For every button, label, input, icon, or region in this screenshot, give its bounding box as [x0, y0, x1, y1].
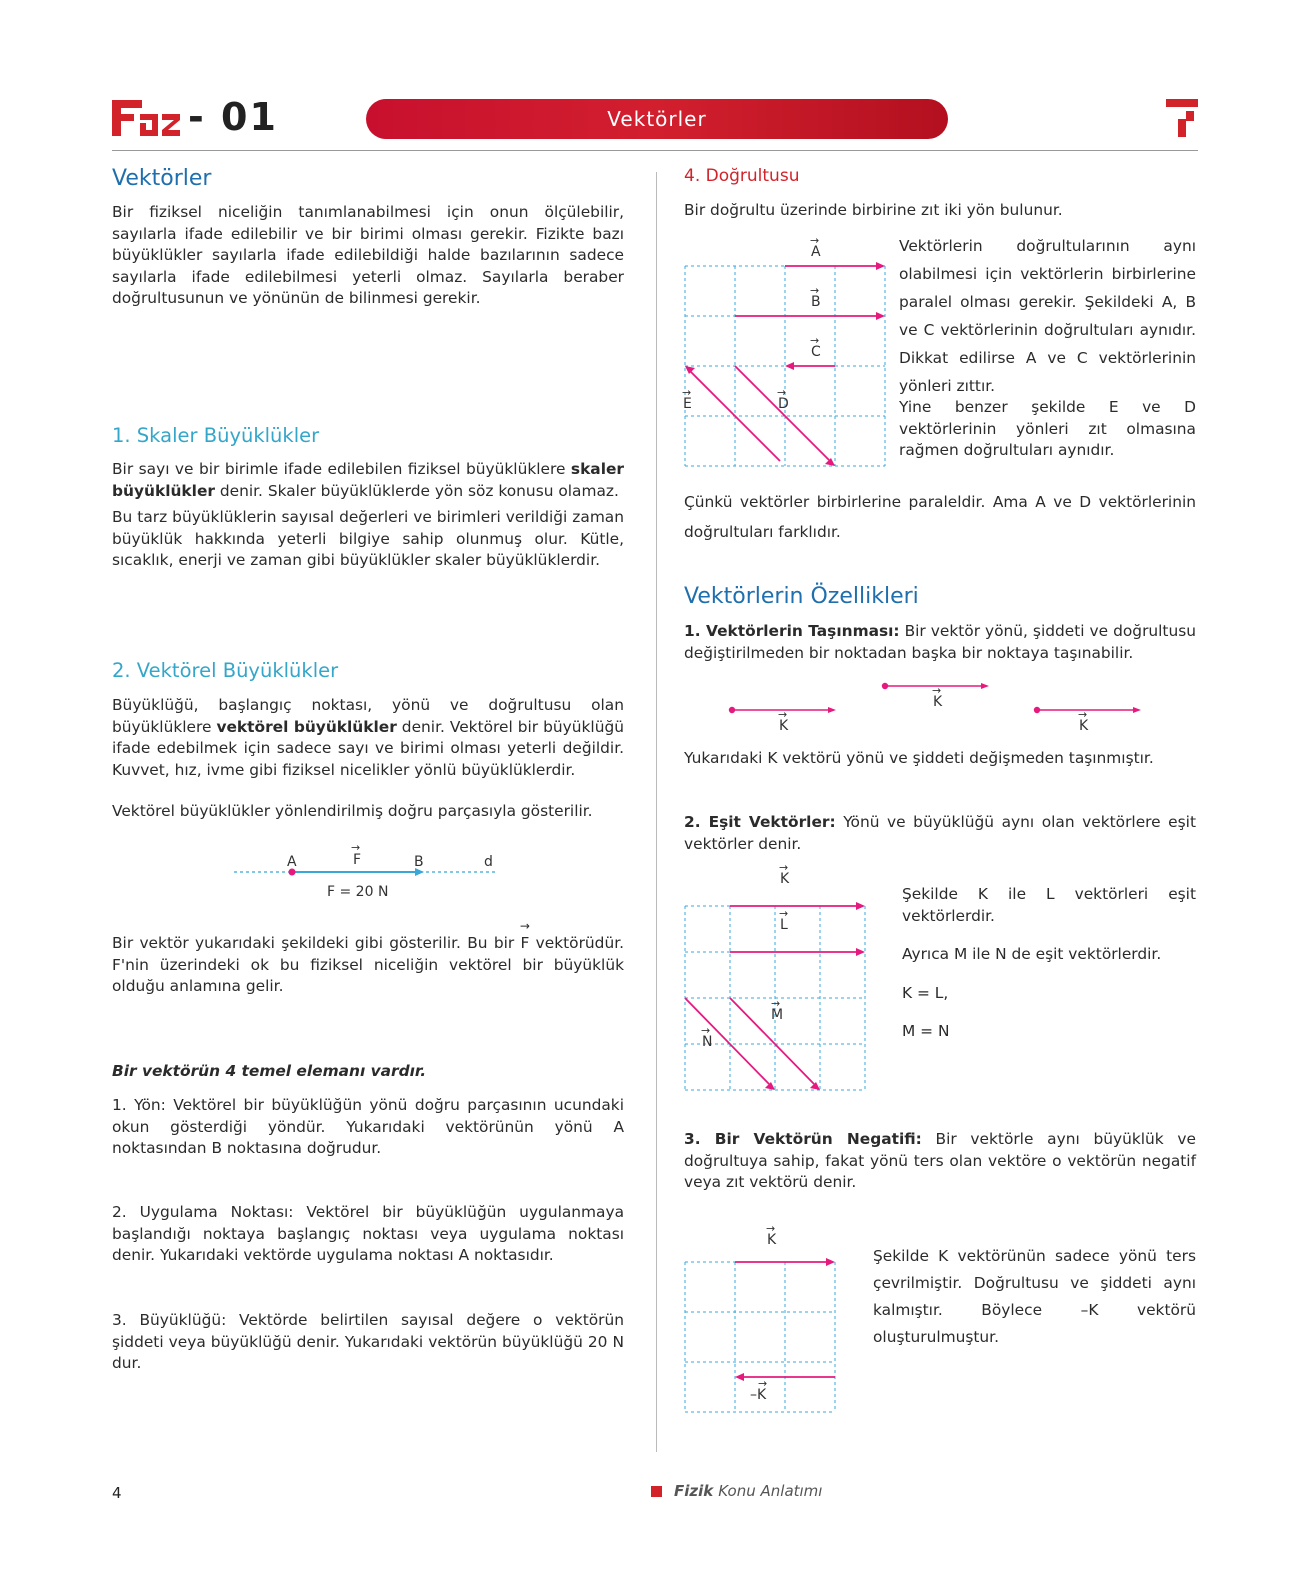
vector-term: vektörel büyüklükler: [216, 717, 397, 736]
property-2-title: 2. Eşit Vektörler:: [684, 813, 836, 831]
grid2-label-m: M: [771, 1007, 784, 1023]
direction-grid-figure: [680, 234, 900, 474]
vector-paragraph-3: [112, 933, 624, 998]
force-value: F = 20 N: [327, 884, 389, 900]
direction-conclusion: Çünkü vektörler birbirlerine paraleldir. Ama A ve D vektörlerinin doğrultuları farklıdır.: [684, 493, 1196, 541]
svg-text:→: →: [778, 708, 788, 721]
elements-title: Bir vektörün 4 temel elemanı vardır.: [112, 1062, 427, 1080]
grid2-label-k: K: [780, 871, 790, 887]
grid1-label-c: C: [811, 344, 821, 360]
footer-square-icon: [651, 1486, 662, 1497]
scalar-text-c: denir. Skaler büyüklüklerde yön söz konusu olamaz.: [214, 481, 619, 500]
property-1: [684, 621, 1196, 664]
negative-vector-grid: [680, 1222, 850, 1432]
footer-subtitle: Konu Anlatımı: [718, 1482, 823, 1500]
vector-k-negative-head: [735, 1373, 744, 1381]
vector-e-head: [685, 366, 695, 374]
k-label-2: K: [933, 694, 943, 710]
direction-side-text-1: Vektörlerin doğrultularının aynı olabilmesi için vektörlerin birbirlerine paralel olması gerekir. Şekildeki A, B ve C vektörlerinin doğrultuları aynıdır. Dikkat edilirse A ve C vektörlerinin yönleri zıttır.: [899, 237, 1196, 395]
svg-text:→: →: [810, 334, 820, 347]
faz-logo-mark: [112, 100, 182, 136]
scalar-text-a: Bir sayı ve bir birimle ifade edilebilen fiziksel büyüklüklere: [112, 460, 571, 478]
grid1-label-a: A: [811, 244, 821, 260]
svg-text:→: →: [701, 1024, 711, 1037]
transport-note: Yukarıdaki K vektörü yönü ve şiddeti değişmeden taşınmıştır.: [684, 749, 1154, 767]
negative-side-text: Şekilde K vektörünün sadece yönü ters çevrilmiştir. Doğrultusu ve şiddeti aynı kalmıştır. Böylece –K vektörü oluşturulmuştur.: [873, 1247, 1196, 1346]
k-vector-2-head: [981, 683, 989, 689]
equal-side-text-2: Ayrıca M ile N de eşit vektörlerdir.: [902, 945, 1162, 963]
vector-title: 2. Vektörel Büyüklükler: [112, 659, 339, 682]
k-vector-3-head: [1133, 707, 1141, 713]
header-rule: [112, 150, 1198, 151]
grid3-label-negk: –K: [750, 1387, 767, 1403]
svg-text:→: →: [758, 1377, 768, 1390]
vector-m-head: [810, 1082, 820, 1090]
svg-text:→: →: [932, 684, 942, 697]
faz-logo: [112, 95, 278, 139]
svg-text:→: →: [682, 386, 692, 399]
k-vector-3-tail: [1034, 707, 1040, 713]
grid3-label-k: K: [767, 1232, 777, 1248]
scalar-paragraph-1: [112, 459, 624, 502]
label-f-arrow: →: [351, 845, 361, 854]
vector-c-head: [785, 362, 794, 370]
corner-logo-icon: [1166, 99, 1198, 139]
property-2-text: Yönü ve büyüklüğü aynı olan vektörlere eşit vektörler denir.: [684, 813, 1196, 853]
k-vector-1-head: [828, 707, 836, 713]
equal-vectors-grid: [680, 862, 880, 1094]
equal-side-text-1: Şekilde K ile L vektörleri eşit vektörlerdir.: [902, 885, 1196, 925]
direction-side-text-2: Yine benzer şekilde E ve D vektörlerinin yönleri zıt olmasına rağmen doğrultuları aynıdır.: [899, 398, 1196, 459]
footer-label: [651, 1482, 822, 1500]
grid1-label-b: B: [811, 294, 821, 310]
vector-k-head: [856, 902, 865, 910]
vector-p3-a: Bir vektör yukarıdaki şekildeki gibi gösterilir. Bu bir: [112, 934, 521, 952]
vector-b-head: [876, 312, 885, 320]
vector-paragraph-1: [112, 695, 624, 781]
page-title: Vektörler: [112, 166, 212, 191]
scalar-paragraph-2: Bu tarz büyüklüklerin sayısal değerleri ve birimleri verildiği zaman büyüklük hakkında yeterli bilgiye sahip olunmuş olur. Kütle, sıcaklık, enerji ve zaman gibi büyüklükler skaler büyüklüklerdir.: [112, 508, 624, 569]
property-3-text: Bir vektörle aynı büyüklük ve doğrultuya sahip, fakat yönü ters olan vektöre o vektörün negatif veya zıt vektörü denir.: [684, 1130, 1196, 1191]
svg-text:→: →: [779, 862, 789, 874]
label-a: A: [287, 854, 297, 870]
k-label-1: K: [779, 718, 789, 734]
vector-text-c: denir. Vektörel bir büyüklüğü ifade edebilmek için sadece sayı ve birimi olması yeterli değildir. Kuvvet, hız, ivme gibi fiziksel nicelikler yönlü büyüklüklerdir.: [112, 717, 624, 779]
element-magnitude: 3. Büyüklüğü: Vektörde belirtilen sayısal değere o vektörün şiddeti veya büyüklüğü denir. Yukarıdaki vektörün büyüklüğü 20 N dur.: [112, 1311, 624, 1372]
vector-a-head: [876, 262, 885, 270]
force-vector-figure: [230, 845, 505, 905]
issue-number: - 01: [188, 95, 278, 139]
property-1-text: Bir vektör yönü, şiddeti ve doğrultusu değiştirilmeden bir noktadan başka bir noktaya taşınabilir.: [684, 622, 1196, 662]
direction-intro: Bir doğrultu üzerinde birbirine zıt iki yön bulunur.: [684, 201, 1063, 219]
svg-text:→: →: [777, 386, 787, 399]
vector-d-head: [825, 458, 835, 466]
transport-figure: [720, 668, 1160, 738]
scalar-title: 1. Skaler Büyüklükler: [112, 424, 320, 447]
element-direction: 1. Yön: Vektörel bir büyüklüğün yönü doğru parçasının ucundaki okun gösterdiği yöndür. Yukarıdaki vektörünün yönü A noktasından B noktasına doğrudur.: [112, 1096, 624, 1157]
label-b: B: [414, 854, 424, 870]
vector-f-symbol: → F: [521, 933, 530, 955]
svg-text:→: →: [766, 1222, 776, 1235]
svg-text:→: →: [771, 997, 781, 1010]
column-divider: [656, 172, 657, 1452]
svg-text:→: →: [779, 907, 789, 920]
vector-l-head: [856, 948, 865, 956]
scalar-term: skaler büyüklükler: [112, 460, 624, 500]
footer-subject: Fizik: [674, 1482, 714, 1500]
property-1-title: 1. Vektörlerin Taşınması:: [684, 622, 900, 640]
k-vector-2-tail: [882, 683, 888, 689]
k-label-3: K: [1079, 718, 1089, 734]
vector-n-head: [765, 1082, 775, 1090]
vector-k-positive-head: [826, 1258, 835, 1266]
grid1-label-e: E: [683, 396, 692, 412]
page-number: 4: [112, 1484, 122, 1502]
property-3-title: 3. Bir Vektörün Negatifi:: [684, 1130, 922, 1148]
k-vector-1-tail: [729, 707, 735, 713]
grid2-label-l: L: [780, 917, 788, 933]
element-application-point: 2. Uygulama Noktası: Vektörel bir büyüklüğün uygulanmaya başlandığı noktaya başlangıç noktası veya uygulama noktası denir. Yukarıdaki vektörde uygulama noktası A noktasıdır.: [112, 1203, 624, 1264]
equation-mn: M = N: [902, 1022, 950, 1040]
vector-d: [735, 366, 829, 460]
chapter-banner: Vektörler: [366, 99, 948, 139]
grid1-label-d: D: [778, 396, 789, 412]
svg-text:→: →: [810, 284, 820, 297]
intro-paragraph: Bir fiziksel niceliğin tanımlanabilmesi için onun ölçülebilir, sayılarla ifade edilebilir ve bir birimi olması gerekir. Fizikte bazı büyüklükler sayılarla ifade edilebildiği halde bazılarının sadece sayılarla ifade edilebilmesi yeterli olmaz. Sayılarla beraber doğrultusunun ve yönünün de bilinmesi gerekir.: [112, 203, 624, 307]
vector-p3-b: vektörüdür. F'nin üzerindeki ok bu fiziksel niceliğin vektörel bir büyüklük olduğu anlamına gelir.: [112, 934, 624, 995]
svg-text:→: →: [810, 234, 820, 247]
vector-text-a: Büyüklüğü, başlangıç noktası, yönü ve doğrultusu olan büyüklüklere: [112, 696, 624, 736]
direction-title: 4. Doğrultusu: [684, 166, 800, 186]
property-2: [684, 812, 1196, 855]
grid2-label-n: N: [702, 1034, 713, 1050]
label-f: F: [353, 852, 362, 868]
equation-kl: K = L,: [902, 984, 949, 1002]
vector-paragraph-2: Vektörel büyüklükler yönlendirilmiş doğru parçasıyla gösterilir.: [112, 802, 593, 820]
property-3: [684, 1129, 1196, 1194]
vector-n: [685, 998, 769, 1084]
properties-title: Vektörlerin Özellikleri: [684, 584, 919, 609]
label-d: d: [484, 854, 493, 870]
svg-text:→: →: [1078, 708, 1088, 721]
